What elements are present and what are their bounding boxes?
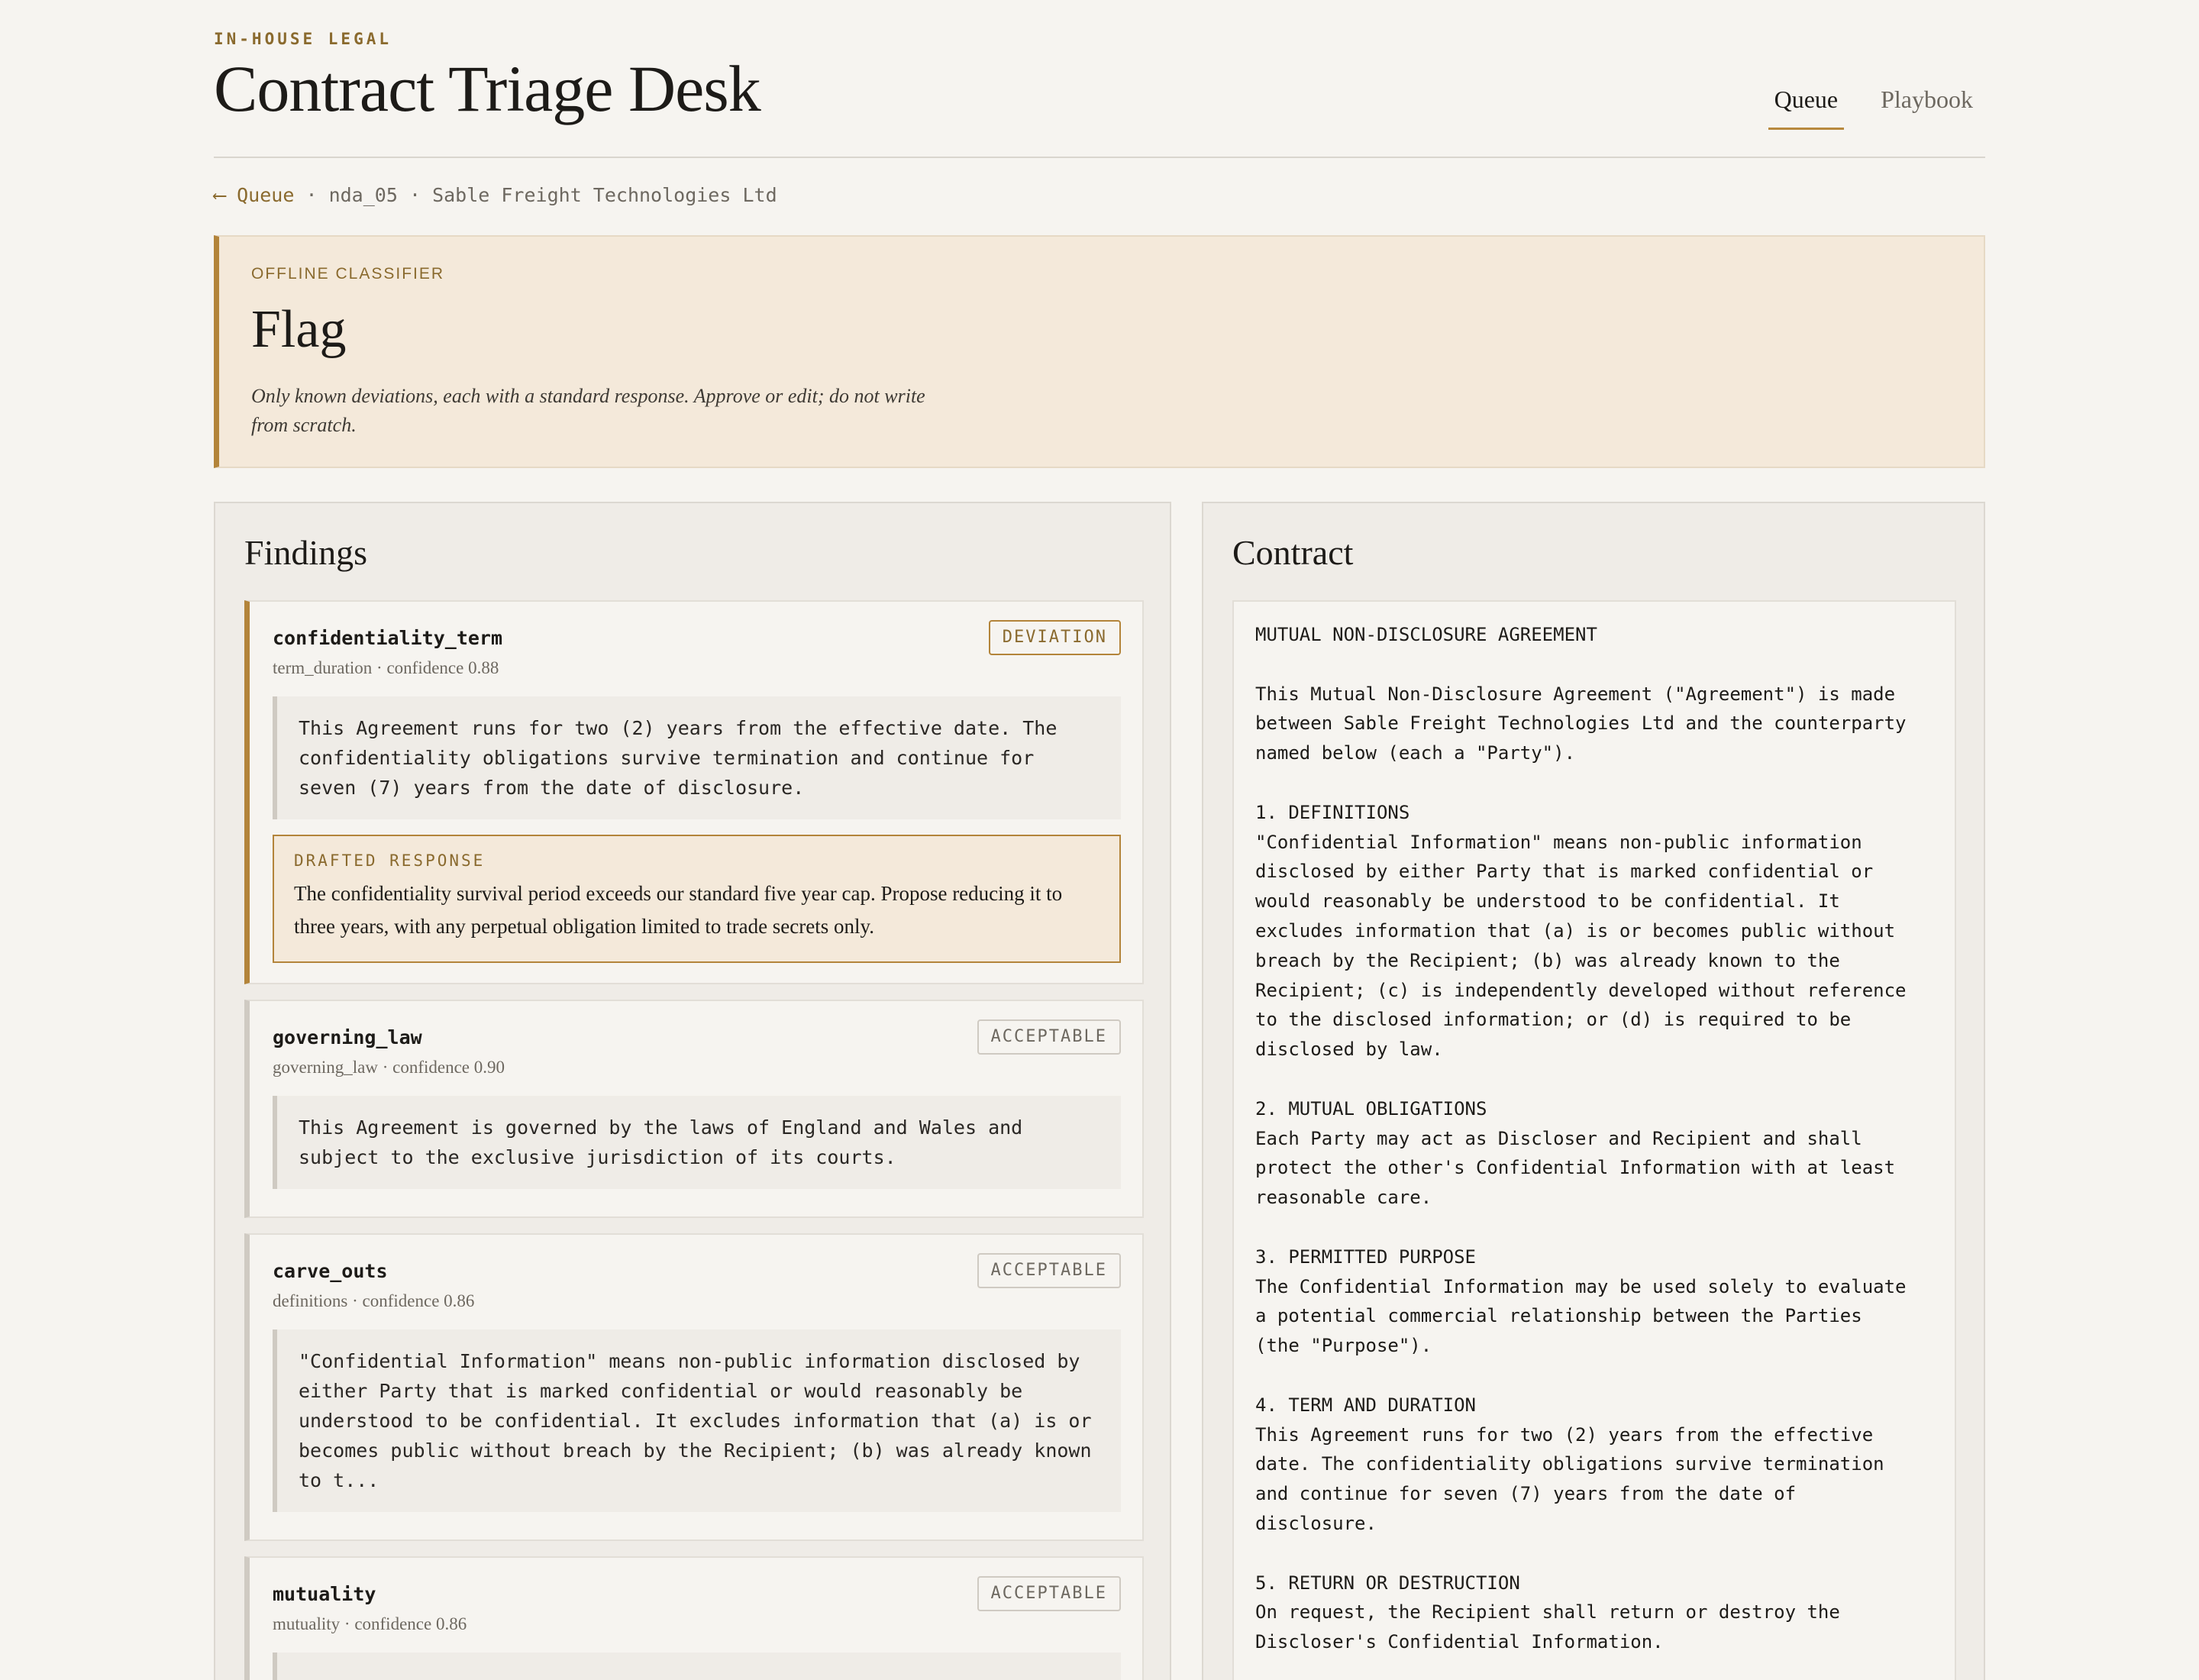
finding-card[interactable] [244, 1000, 1144, 1218]
status-badge: ACCEPTABLE [977, 1019, 1121, 1055]
findings-panel [214, 502, 1171, 1680]
status-badge: DEVIATION [989, 620, 1121, 655]
contract-panel [1202, 502, 1985, 1680]
finding-key: governing_law [273, 1026, 422, 1048]
contract-text: MUTUAL NON-DISCLOSURE AGREEMENT This Mutual Non-Disclosure Agreement ("Agreement") is made between Sable Freight Technologies Ltd and the counterparty named below (each a "Party"). 1. DEFINITIONS "Confidential Information" means non-public information disclosed by either Party that is marked confidential or would reasonably be understood to be confidential. It excludes information that (a) is or becomes public without breach by the Recipient; (b) was already known to the Recipient; (c) is independently developed without reference to the disclosed information; or (d) is required to be disclosed by law. 2. MUTUAL OBLIGATIONS Each Party may act as Discloser and Recipient and shall protect the other's Confidential Information with at least reasonable care. 3. PERMITTED PURPOSE The Confidential Information may be used solely to evaluate a potential commercial relationship between the Parties (the "Purpose"). 4. TERM AND DURATION This Agreement runs for two (2) years from the effective date. The confidentiality obligations survive termination and continue for seven (7) years from the date of disclosure. 5. RETURN OR DESTRUCTION On request, the Recipient shall return or destroy the Discloser's Confidential Information. [1255, 624, 1907, 1653]
arrow-left-icon: ⟵ [214, 184, 226, 206]
finding-meta: governing_law · confidence 0.90 [273, 1058, 505, 1077]
drafted-response[interactable] [273, 835, 1121, 963]
finding-card[interactable] [244, 1556, 1144, 1680]
status-badge: ACCEPTABLE [977, 1576, 1121, 1611]
breadcrumb-back-link[interactable] [214, 184, 294, 206]
finding-card[interactable] [244, 1233, 1144, 1541]
finding-meta: term_duration · confidence 0.88 [273, 658, 499, 677]
finding-key: mutuality [273, 1583, 376, 1605]
findings-list [244, 600, 1144, 1680]
finding-quote [273, 1653, 1121, 1680]
contract-viewer[interactable] [1232, 600, 1956, 1680]
breadcrumb-doc-id: nda_05 [328, 184, 398, 206]
header-eyebrow: IN-HOUSE LEGAL [214, 30, 392, 48]
page [214, 0, 1985, 1653]
classifier-banner [214, 235, 1985, 468]
finding-key: carve_outs [273, 1260, 388, 1282]
breadcrumb-separator: · [408, 184, 421, 206]
status-badge: ACCEPTABLE [977, 1253, 1121, 1288]
drafted-response-text: The confidentiality survival period exceeds our standard five year cap. Propose reducing it to three years, with any perpetual obligation limited to trade secrets only. [294, 882, 1063, 938]
finding-quote: This Agreement is governed by the laws of England and Wales and subject to the exclusive jurisdiction of its courts. [273, 1096, 1121, 1189]
finding-card[interactable] [244, 600, 1144, 984]
page-title: Contract Triage Desk [214, 52, 760, 125]
finding-quote: This Agreement runs for two (2) years from the effective date. The confidentiality obligations survive termination and continue for seven (7) years from the date of disclosure. [273, 696, 1121, 819]
banner-eyebrow: OFFLINE CLASSIFIER [251, 265, 445, 283]
classifier-verdict: Flag [251, 300, 347, 359]
tab-queue[interactable]: Queue [1768, 86, 1845, 130]
finding-meta: definitions · confidence 0.86 [273, 1291, 475, 1310]
app-header [214, 0, 1985, 158]
breadcrumb-queue-label: Queue [237, 184, 295, 206]
finding-quote: "Confidential Information" means non-public information disclosed by either Party that is marked confidential or would reasonably be understood to be confidential. It excludes information that (a) is or becomes public without breach by the Recipient; (b) was already known to t... [273, 1329, 1121, 1512]
finding-key: confidentiality_term [273, 627, 503, 649]
findings-title: Findings [244, 533, 368, 572]
top-nav [1768, 86, 1979, 130]
contract-title: Contract [1232, 533, 1354, 572]
tab-playbook[interactable]: Playbook [1881, 86, 1973, 113]
breadcrumb [214, 184, 777, 206]
banner-description: Only known deviations, each with a standard response. Approve or edit; do not write from scratch. [251, 385, 925, 436]
drafted-response-label: DRAFTED RESPONSE [294, 851, 486, 870]
breadcrumb-separator: · [305, 184, 318, 206]
breadcrumb-counterparty: Sable Freight Technologies Ltd [432, 184, 777, 206]
finding-meta: mutuality · confidence 0.86 [273, 1614, 467, 1633]
